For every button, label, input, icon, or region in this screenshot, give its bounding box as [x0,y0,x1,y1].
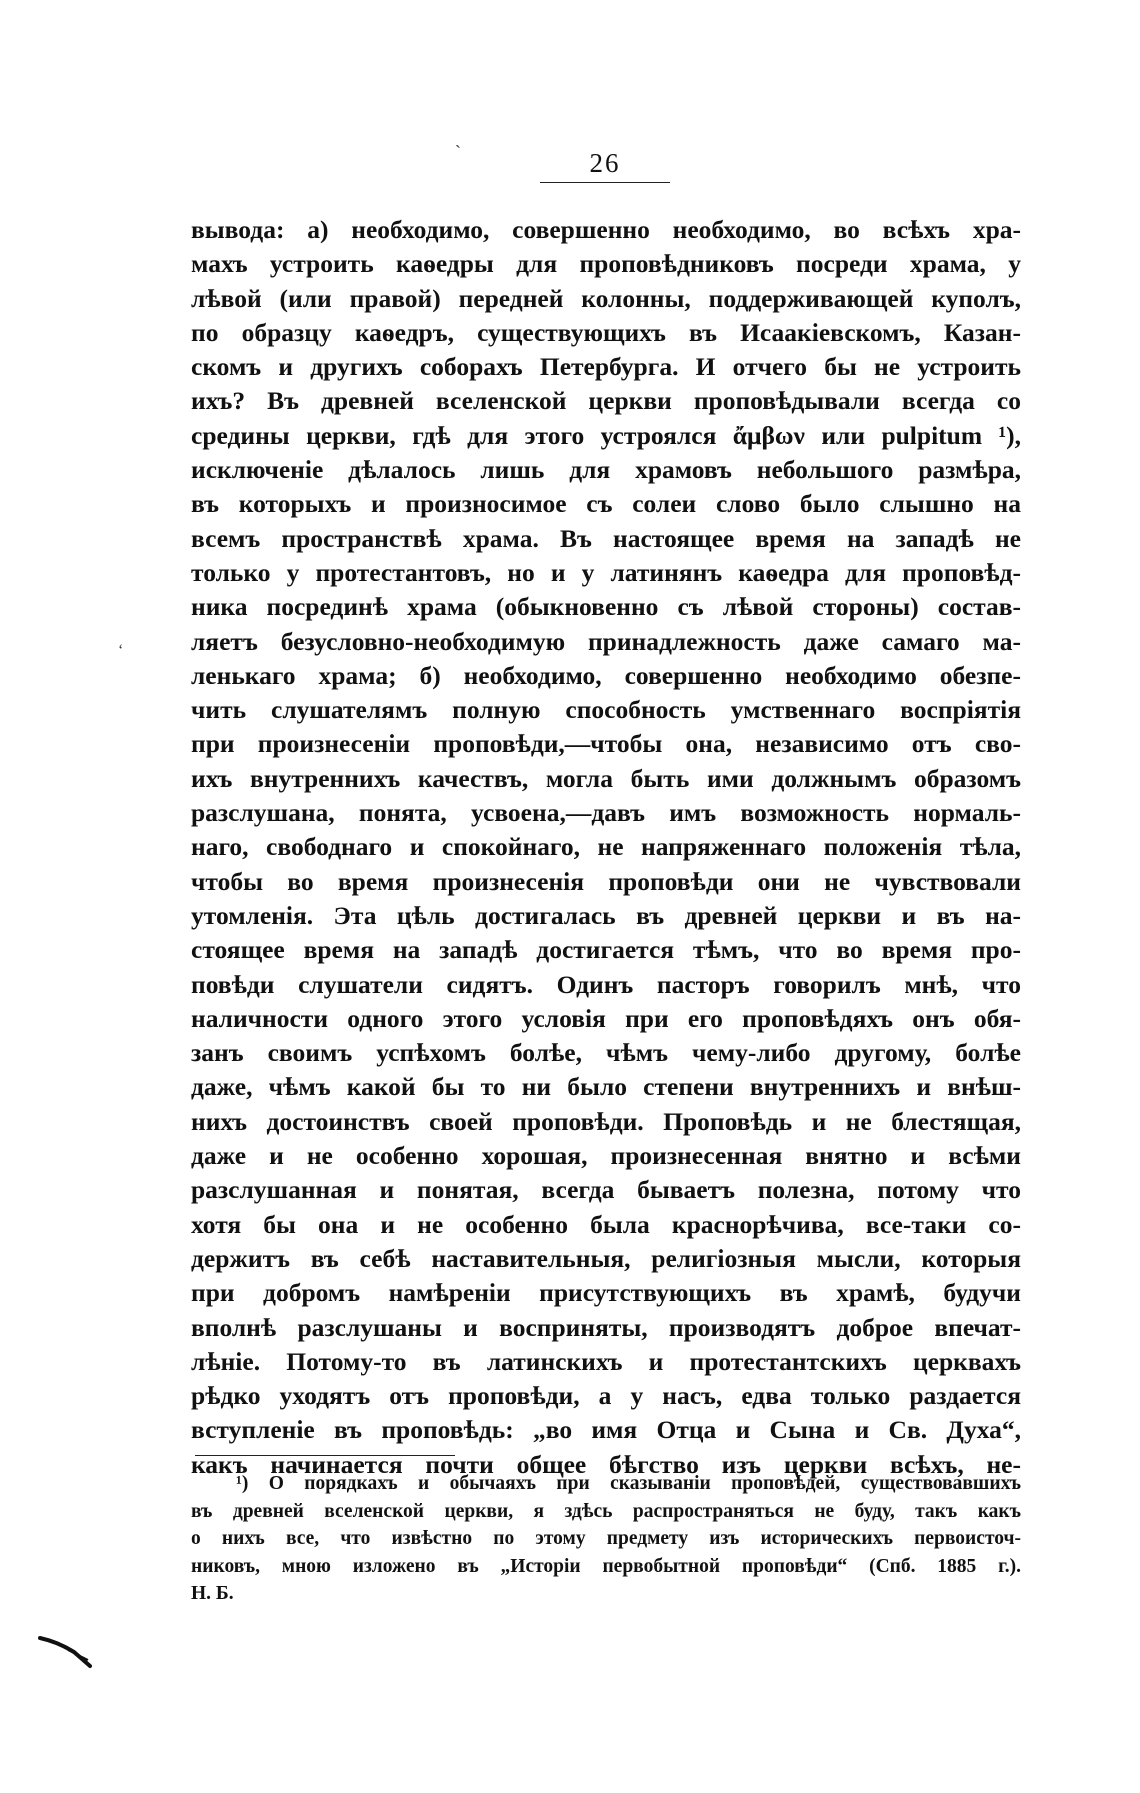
page-number-rule [540,182,670,183]
text-line: ихъ внутреннихъ качествъ, могла быть ими должнымъ образомъ [191,763,1021,793]
text-line: всемъ пространствѣ храма. Въ настоящее время на западѣ не [191,523,1021,553]
footnote-line: въ древней вселенской церкви, я здѣсь распространяться не буду, такъ какъ [191,1500,1021,1522]
text-line: даже, чѣмъ какой бы то ни было степени внутреннихъ и внѣш- [191,1072,1021,1102]
text-line: разслушанная и понятая, всегда бываетъ полезна, потому что [191,1175,1021,1205]
text-line: наго, свободнаго и спокойнаго, не напряженнаго положенія тѣла, [191,832,1021,862]
footnote-line: о нихъ все, что извѣстно по этому предмету изъ историческихъ первоисточ- [191,1528,1021,1549]
text-line: даже и не особенно хорошая, произнесенная внятно и всѣми [191,1141,1021,1171]
text-line: скомъ и другихъ соборахъ Петербурга. И отчего бы не устроить [191,352,1021,382]
footnote-line: ¹) О порядкахъ и обычаяхъ при сказываніи проповѣдей, существовавшихъ [236,1473,1021,1494]
main-text [191,213,1021,1482]
footnote-rule [195,1455,455,1456]
text-line: только у протестантовъ, но и у латинянъ каѳедра для проповѣд- [191,557,1021,587]
text-line: ника посрединѣ храма (обыкновенно съ лѣвой стороны) состав- [191,592,1021,622]
text-line: наличности одного этого условія при его проповѣдяхъ онъ обя- [191,1003,1021,1033]
footnote-signature: Н. Б. [191,1583,234,1604]
text-line: средины церкви, гдѣ для этого устроялся ἄμβων или pulpitum ¹), [191,420,1021,450]
text-line: держитъ въ себѣ наставительныя, религіозныя мысли, которыя [191,1243,1021,1273]
text-line: ихъ? Въ древней вселенской церкви проповѣдывали всегда со [191,386,1021,416]
text-line: разслушана, понята, усвоена,—давъ имъ возможность нормаль- [191,798,1021,828]
text-line: рѣдко уходятъ отъ проповѣди, а у насъ, едва только раздается [191,1381,1021,1411]
text-line: какъ начинается почти общее бѣгство изъ церкви всѣхъ, не- [191,1449,1021,1479]
text-line: нихъ достоинствъ своей проповѣди. Проповѣдь и не блестящая, [191,1106,1021,1136]
text-line: занъ своимъ успѣхомъ болѣе, чѣмъ чему-либо другому, болѣе [191,1038,1021,1068]
print-speck: ʻ [118,642,124,659]
text-line: чить слушателямъ полную способность умственнаго воспріятія [191,695,1021,725]
text-line: утомленія. Эта цѣль достигалась въ древней церкви и въ на- [191,900,1021,930]
footnote-line: никовъ, мною изложено въ „Исторіи первобытной проповѣди“ (Спб. 1885 г.). [191,1555,1021,1577]
text-line: въ которыхъ и произносимое съ солеи слово было слышно на [191,489,1021,519]
page-number: 26 [589,148,621,178]
text-line: ленькаго храма; б) необходимо, совершенно необходимо обезпе- [191,660,1021,690]
text-line: при произнесеніи проповѣди,—чтобы она, независимо отъ сво- [191,729,1021,759]
text-line: чтобы во время произнесенія проповѣди они не чувствовали [191,866,1021,896]
text-line: вполнѣ разслушаны и восприняты, производятъ доброе впечат- [191,1312,1021,1342]
text-line: вступленіе въ проповѣдь: „во имя Отца и Сына и Св. Духа“, [191,1415,1021,1445]
text-line: лѣніе. Потому-то въ латинскихъ и протестантскихъ церквахъ [191,1346,1021,1376]
text-line: по образцу каѳедръ, существующихъ въ Исаакіевскомъ, Казан- [191,317,1021,347]
text-line: махъ устроить каѳедры для проповѣдниковъ посреди храма, у [191,249,1021,279]
text-line: хотя бы она и не особенно была краснорѣчива, все-таки со- [191,1209,1021,1239]
text-line: стоящее время на западѣ достигается тѣмъ, что во время про- [191,935,1021,965]
text-line: повѣди слушатели сидятъ. Одинъ пасторъ говорилъ мнѣ, что [191,969,1021,999]
text-line: лѣвой (или правой) передней колонны, поддерживающей куполъ, [191,283,1021,313]
scan-artifact-mark [38,1630,98,1670]
text-line: ляетъ безусловно-необходимую принадлежность даже самаго ма- [191,626,1021,656]
text-line: при добромъ намѣреніи присутствующихъ въ храмѣ, будучи [191,1278,1021,1308]
text-line: вывода: а) необходимо, совершенно необходимо, во всѣхъ хра- [191,215,1021,244]
footnote [191,1470,1021,1608]
print-speck: ˋ [455,142,461,162]
text-line: исключеніе дѣлалось лишь для храмовъ небольшого размѣра, [191,455,1021,485]
